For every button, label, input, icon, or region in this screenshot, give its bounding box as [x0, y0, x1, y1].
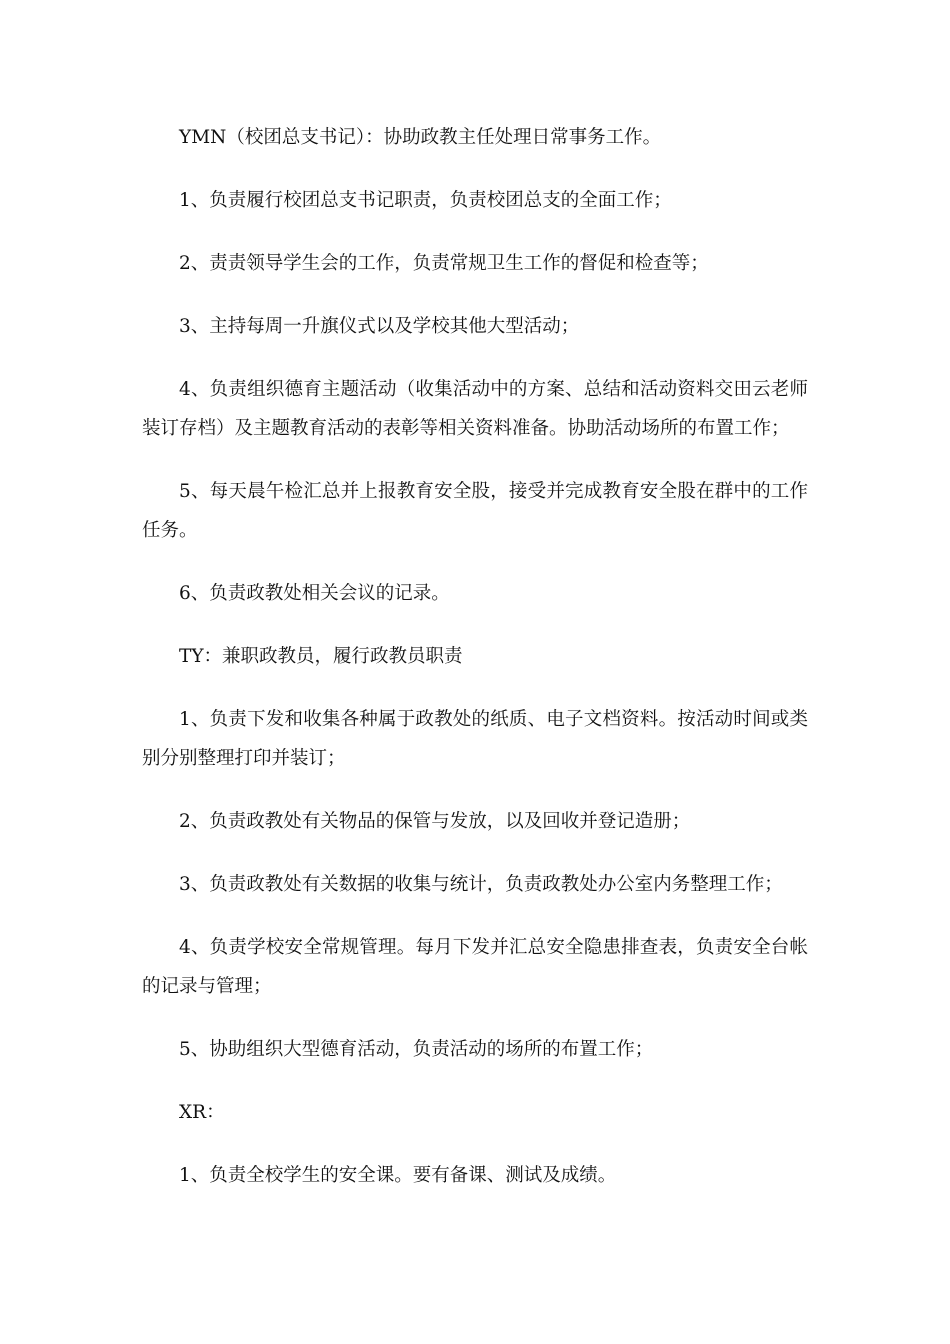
paragraph-ymn-duty-5: 5、每天晨午检汇总并上报教育安全股，接受并完成教育安全股在群中的工作任务。 — [142, 481, 808, 541]
paragraph-xr-duty-1: 1、负责全校学生的安全课。要有备课、测试及成绩。 — [179, 1165, 617, 1186]
paragraph-ymn-duty-2: 2、责责领导学生会的工作，负责常规卫生工作的督促和检查等； — [179, 253, 709, 274]
paragraph-ymn-duty-4: 4、负责组织德育主题活动（收集活动中的方案、总结和活动资料交田云老师装订存档）及主题教育活动的表彰等相关资料准备。协助活动场所的布置工作； — [142, 379, 808, 439]
paragraph-ty-duty-4: 4、负责学校安全常规管理。每月下发并汇总安全隐患排查表，负责安全台帐的记录与管理； — [142, 937, 808, 997]
paragraph-ty-duty-1: 1、负责下发和收集各种属于政教处的纸质、电子文档资料。按活动时间或类别分别整理打印并装订； — [142, 709, 808, 769]
paragraph-ymn-duty-6: 6、负责政教处相关会议的记录。 — [179, 583, 450, 604]
paragraph-ymn-duty-3: 3、主持每周一升旗仪式以及学校其他大型活动； — [179, 316, 580, 337]
paragraph-xr-heading: XR： — [179, 1102, 225, 1123]
paragraph-ymn-heading: YMN（校团总支书记）：协助政教主任处理日常事务工作。 — [179, 127, 662, 148]
paragraph-ty-duty-5: 5、协助组织大型德育活动，负责活动的场所的布置工作； — [179, 1039, 654, 1060]
paragraph-ty-heading: TY：兼职政教员，履行政教员职责 — [179, 646, 463, 667]
paragraph-ty-duty-2: 2、负责政教处有关物品的保管与发放，以及回收并登记造册； — [179, 811, 691, 832]
paragraph-ty-duty-3: 3、负责政教处有关数据的收集与统计，负责政教处办公室内务整理工作； — [179, 874, 783, 895]
paragraph-ymn-duty-1: 1、负责履行校团总支书记职责，负责校团总支的全面工作； — [179, 190, 672, 211]
document-body — [142, 118, 808, 1219]
